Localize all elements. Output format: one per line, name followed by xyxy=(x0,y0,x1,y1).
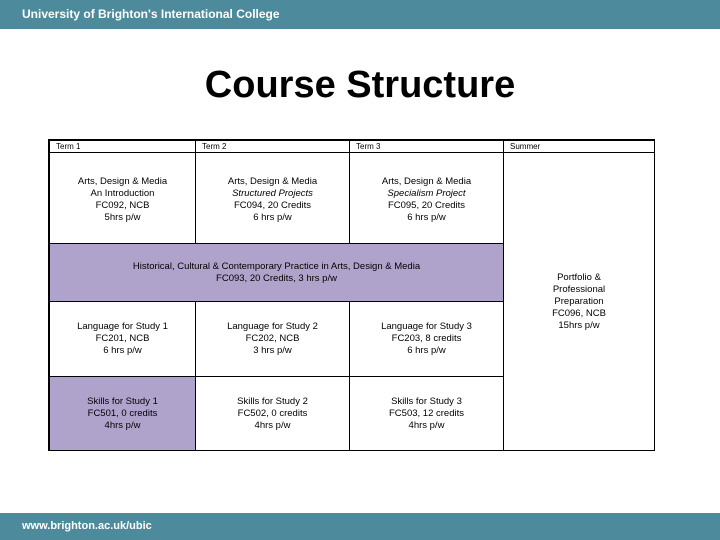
summer-line: Professional xyxy=(552,283,606,295)
page-title: Course Structure xyxy=(204,64,516,106)
arts-term2-cell xyxy=(195,152,350,244)
summer-line: Portfolio & xyxy=(557,271,601,283)
skills-term1-line: Skills for Study 1 xyxy=(87,395,158,407)
skills-term2-line: 4hrs p/w xyxy=(254,419,291,431)
skills-term1-line: FC501, 0 credits xyxy=(87,407,158,419)
arts-term2-line: Structured Projects xyxy=(232,188,313,199)
skills-term2-line: FC502, 0 credits xyxy=(237,407,308,419)
arts-term3-cell xyxy=(349,152,504,244)
header-term-3: Term 3 xyxy=(349,140,504,153)
skills-term1-line: 4hrs p/w xyxy=(104,419,141,431)
summer-line: 15hrs p/w xyxy=(558,319,600,331)
language-term1-line: FC201, NCB xyxy=(95,333,150,344)
footer-bar xyxy=(0,513,720,540)
arts-term1-line: An Introduction xyxy=(90,188,155,199)
summer-line: Preparation xyxy=(554,295,604,307)
language-term3-cell xyxy=(349,301,504,377)
header-term-1: Term 1 xyxy=(49,140,196,153)
arts-term3-line: 6 hrs p/w xyxy=(407,212,446,223)
skills-term2-cell xyxy=(195,376,350,451)
summer-cell xyxy=(503,152,655,451)
header-title: University of Brighton's International College xyxy=(22,7,280,21)
language-term1-line: Language for Study 1 xyxy=(77,321,168,332)
header-summer: Summer xyxy=(503,140,655,153)
header-term-2: Term 2 xyxy=(195,140,350,153)
arts-term2-line: FC094, 20 Credits xyxy=(233,200,312,211)
language-term2-line: FC202, NCB xyxy=(245,333,300,344)
language-term2-line: 3 hrs p/w xyxy=(253,345,292,356)
arts-term3-line: FC095, 20 Credits xyxy=(387,200,466,211)
historical-line: Historical, Cultural & Contemporary Practice in Arts, Design & Media xyxy=(132,260,421,272)
language-term3-line: 6 hrs p/w xyxy=(407,345,446,356)
skills-term2-line: Skills for Study 2 xyxy=(237,395,308,407)
skills-term3-line: Skills for Study 3 xyxy=(391,395,462,407)
arts-term1-line: 5hrs p/w xyxy=(104,212,141,223)
arts-term1-line: FC092, NCB xyxy=(95,200,150,211)
skills-term3-line: FC503, 12 credits xyxy=(389,407,464,419)
historical-line: FC093, 20 Credits, 3 hrs p/w xyxy=(216,272,337,284)
language-term2-line: Language for Study 2 xyxy=(227,321,318,332)
arts-term2-line: Arts, Design & Media xyxy=(227,176,318,187)
arts-term3-line: Arts, Design & Media xyxy=(381,176,472,187)
language-term1-cell xyxy=(49,301,196,377)
course-structure-table xyxy=(48,139,655,451)
historical-cell xyxy=(49,243,504,302)
skills-term3-line: 4hrs p/w xyxy=(408,419,445,431)
skills-term1-cell xyxy=(49,376,196,451)
summer-line: FC096, NCB xyxy=(552,307,606,319)
arts-term1-cell xyxy=(49,152,196,244)
header-bar xyxy=(0,0,720,29)
skills-term3-cell xyxy=(349,376,504,451)
arts-term2-line: 6 hrs p/w xyxy=(253,212,292,223)
footer-url[interactable]: www.brighton.ac.uk/ubic xyxy=(22,520,152,532)
language-term2-cell xyxy=(195,301,350,377)
arts-term3-line: Specialism Project xyxy=(387,188,466,199)
language-term3-line: FC203, 8 credits xyxy=(391,333,462,344)
language-term1-line: 6 hrs p/w xyxy=(103,345,142,356)
language-term3-line: Language for Study 3 xyxy=(381,321,472,332)
arts-term1-line: Arts, Design & Media xyxy=(77,176,168,187)
